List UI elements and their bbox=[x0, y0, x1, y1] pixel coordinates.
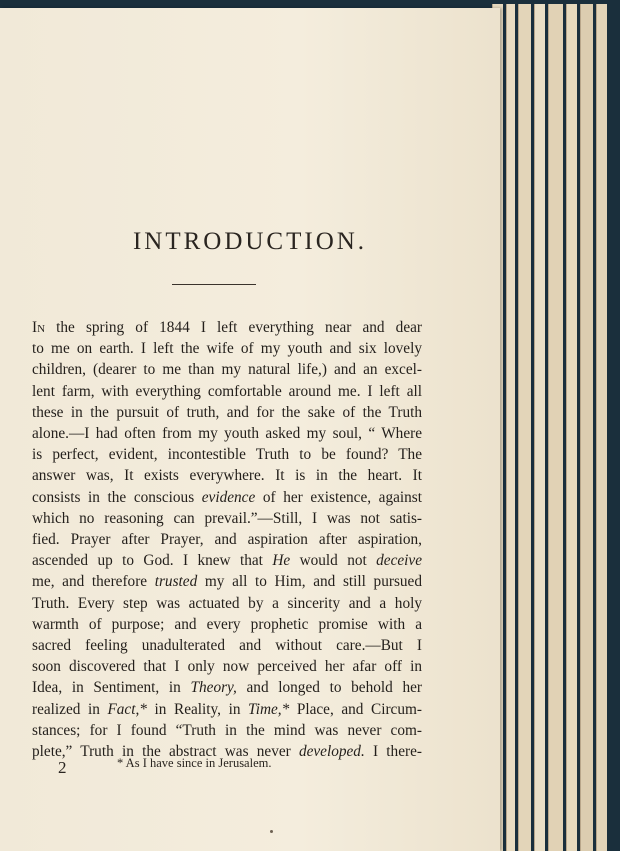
title-rule bbox=[172, 284, 256, 285]
paragraph-line bbox=[32, 593, 422, 614]
line-text: consists in the conscious evidence of her existence, against bbox=[32, 488, 422, 506]
book-page bbox=[0, 8, 500, 851]
line-text: to me on earth. I left the wife of my youth and six lovely bbox=[32, 340, 422, 358]
line-text: ascended up to God. I knew that He would not deceive bbox=[32, 552, 422, 570]
paragraph-line bbox=[32, 423, 422, 444]
paragraph-line bbox=[32, 614, 422, 635]
paragraph-line bbox=[32, 571, 422, 592]
paragraph-line bbox=[32, 402, 422, 423]
line-text: fied. Prayer after Prayer, and aspiration after aspiration, bbox=[32, 531, 422, 549]
paragraph-line bbox=[32, 359, 422, 380]
line-text: warmth of purpose; and every prophetic promise with a bbox=[32, 615, 422, 633]
paragraph-line bbox=[32, 381, 422, 402]
paragraph-line bbox=[32, 635, 422, 656]
paragraph-line bbox=[32, 508, 422, 529]
line-text: plete,” Truth in the abstract was never developed. I there- bbox=[32, 743, 422, 761]
paragraph-line bbox=[32, 656, 422, 677]
paragraph-line bbox=[32, 465, 422, 486]
paragraph-line bbox=[32, 720, 422, 741]
footnote: * As I have since in Jerusalem. bbox=[117, 756, 272, 770]
page-number: 2 bbox=[58, 758, 67, 777]
paragraph-line bbox=[32, 317, 422, 338]
paragraph-line bbox=[32, 529, 422, 550]
paragraph-line bbox=[32, 338, 422, 359]
line-text: children, (dearer to me than my natural life,) and an excel- bbox=[32, 361, 422, 379]
paragraph-line bbox=[32, 699, 422, 720]
line-text: realized in Fact,* in Reality, in Time,* Place, and Circum- bbox=[32, 700, 422, 718]
paragraph-line bbox=[32, 444, 422, 465]
line-text: which no reasoning can prevail.”—Still, I was not satis- bbox=[32, 509, 422, 527]
chapter-title: INTRODUCTION. bbox=[132, 228, 368, 255]
line-text: me, and therefore trusted my all to Him, and still pursued bbox=[32, 573, 422, 591]
paragraph-line bbox=[32, 550, 422, 571]
line-text: soon discovered that I only now perceived her afar off in bbox=[32, 658, 422, 676]
body-paragraph bbox=[32, 317, 422, 762]
drop-word: In bbox=[32, 319, 46, 336]
paragraph-line bbox=[32, 677, 422, 698]
paragraph-line bbox=[32, 487, 422, 508]
line-text: answer was, It exists everywhere. It is in the heart. It bbox=[32, 467, 422, 485]
line-text: stances; for I found “Truth in the mind was never com- bbox=[32, 721, 422, 739]
line-text: lent farm, with everything comfortable around me. I left all bbox=[32, 382, 422, 400]
speck bbox=[270, 830, 273, 833]
line-text: sacred feeling unadulterated and without care.—But I bbox=[32, 637, 422, 655]
line-text: is perfect, evident, incontestible Truth to be found? The bbox=[32, 446, 422, 464]
line-text: the spring of 1844 I left everything near and dear bbox=[45, 319, 422, 336]
line-text: these in the pursuit of truth, and for the sake of the Truth bbox=[32, 403, 422, 421]
line-text: Truth. Every step was actuated by a sincerity and a holy bbox=[32, 594, 422, 612]
line-text: alone.—I had often from my youth asked my soul, “ Where bbox=[32, 425, 422, 443]
line-text: Idea, in Sentiment, in Theory, and longed to behold her bbox=[32, 679, 422, 697]
book-page-edges bbox=[492, 4, 620, 851]
